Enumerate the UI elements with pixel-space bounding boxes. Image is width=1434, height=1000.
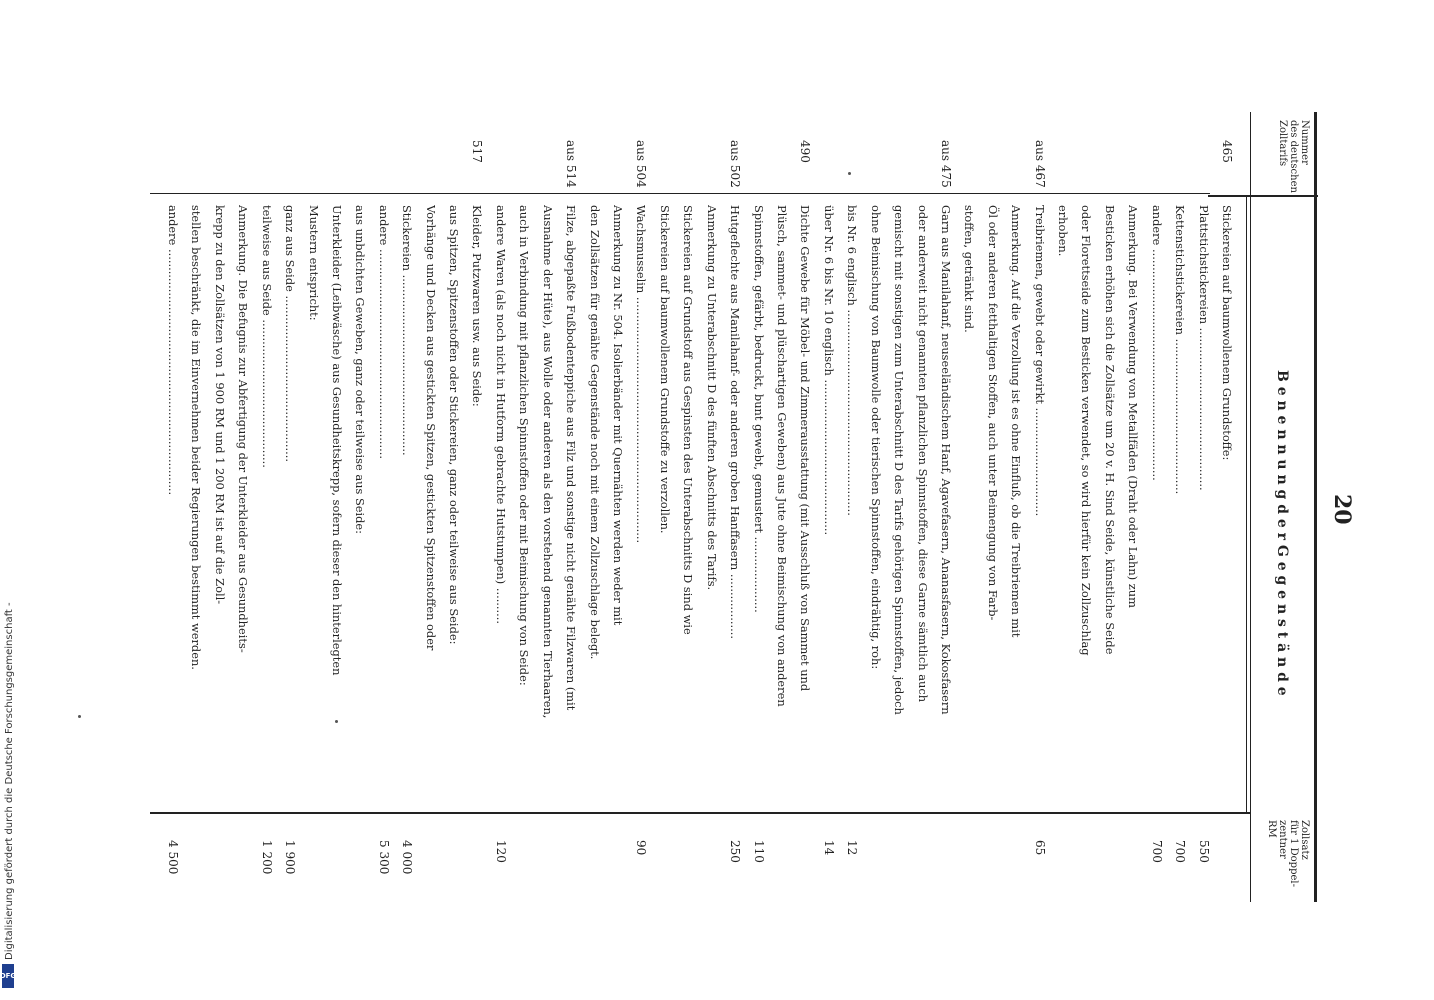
goods-description: aus unbdichten Geweben, ganz oder teilweise aus Seide:: [353, 205, 367, 535]
goods-description: krepp zu den Zollsätzen von 1 900 RM und 1 200 RM ist auf die Zoll-: [213, 205, 227, 605]
goods-description: andere ................................................................: [1150, 205, 1164, 481]
duty-rate: 12: [845, 840, 859, 856]
duty-rate: 250: [728, 840, 742, 863]
tariff-number: aus 467: [1033, 140, 1047, 188]
goods-description: Unterkleider (Leibwäsche) aus Gesundheitskrepp, sofern dieser den hinterlegten: [330, 205, 344, 676]
header-rate-line: Zollsatz: [1299, 820, 1310, 860]
duty-rate: 1 900: [283, 840, 297, 875]
goods-description: stellen beschränkt, die im Einvernehmen beider Regierungen bestimmt werden.: [189, 205, 203, 670]
goods-description: Plattstichstickereien .............................................: [1197, 205, 1211, 491]
goods-description: Stickereien auf baumwollenem Grundstoffe zu verzollen.: [658, 205, 672, 534]
header-rate-line: für 1 Doppel-: [1288, 820, 1299, 887]
header-number-line: des deutschen: [1288, 120, 1299, 193]
goods-description: teilweise aus Seide .........................................: [260, 205, 274, 468]
goods-description: Anmerkung. Bei Verwendung von Metallfäden (Draht oder Lahn) zum: [1126, 205, 1140, 608]
duty-rate: 5 300: [377, 840, 391, 875]
tariff-number: 517: [470, 140, 484, 163]
page-number: 20: [1329, 494, 1355, 525]
goods-description: den Zollsätzen für genähte Gegenstände noch mit einem Zollzuschlage belegt.: [588, 205, 602, 660]
duty-rate: 14: [822, 840, 836, 856]
duty-rate: 65: [1033, 840, 1047, 856]
goods-description: Besticken erhöhen sich die Zollsätze um 20 v. H. Sind Seide, künstliche Seide: [1103, 205, 1117, 655]
tariff-number: aus 475: [939, 140, 953, 188]
goods-description: auch in Verbindung mit pflanzlichen Spinnstoffen oder mit Beimischung von Seide:: [517, 205, 531, 686]
header-vertical-rule: [1246, 195, 1247, 813]
goods-description: Vorhänge und Decken aus gestickten Spitzen, gestickten Spitzenstoffen oder: [424, 205, 438, 651]
goods-description: Anmerkung zu Unterabschnitt D des fünften Abschnitts des Tarifs.: [705, 205, 719, 591]
header-rate-line: zentner: [1277, 820, 1288, 859]
goods-description: ohne Beimischung von Baumwolle oder tierischen Spinnstoffen, eindrähtig, roh:: [869, 205, 883, 670]
duty-rate: 1 200: [260, 840, 274, 875]
goods-description: Hutgeflechte aus Manilahanf- oder anderen groben Hanffasern ..................: [728, 205, 742, 640]
tariff-number: 490: [798, 140, 812, 163]
goods-description: gemischt mit sonstigen zum Unterabschnitt D des Tarifs gehörigen Spinnstoffen, jedoch: [892, 205, 906, 715]
goods-description: ganz aus Seide ..............................................: [283, 205, 297, 463]
duty-rate: 700: [1173, 840, 1187, 863]
goods-description: Stickereien auf baumwollenem Grundstoffe:: [1220, 205, 1234, 461]
goods-description: bis Nr. 6 englisch .........................................................: [845, 205, 859, 516]
rate-column-rule: [150, 812, 1250, 814]
top-rule: [1314, 112, 1317, 902]
tariff-number: aus 514: [564, 140, 578, 188]
tariff-number: aus 504: [634, 140, 648, 188]
duty-rate: 110: [752, 840, 766, 863]
goods-description: Treibriemen, gewebt oder gewirkt ..............................: [1033, 205, 1047, 517]
goods-description: andere ....................................................................: [166, 205, 180, 496]
tariff-number: aus 502: [728, 140, 742, 188]
header-rate-line: RM: [1266, 820, 1277, 838]
goods-description: Anmerkung. Die Befugnis zur Abfertigung der Unterkleider aus Gesundheits-: [236, 205, 250, 653]
goods-description: Dichte Gewebe für Möbel- und Zimmerausstattung (mit Ausschluß von Sammet und: [798, 205, 812, 692]
scan-speck: [335, 720, 338, 723]
goods-description: Stickereien auf Grundstoff aus Gespinsten des Unterabschnitts D sind wie: [681, 205, 695, 635]
duty-rate: 4 500: [166, 840, 180, 875]
header-number-line: Zolltarifs: [1277, 120, 1288, 167]
duty-rate: 700: [1150, 840, 1164, 863]
header-rate: [1266, 820, 1310, 887]
goods-description: Spinnstoffen, gefärbt, bedruckt, bunt gewebt, gemustert .....................: [752, 205, 766, 613]
goods-description: Öl oder anderen fetthaltigen Stoffen, auch unter Beimengung von Farb-: [986, 205, 1000, 621]
header-rule: [1208, 195, 1318, 197]
goods-description: Anmerkung zu Nr. 504. Isolierbänder mit Quernähten werden weder mit: [611, 205, 625, 626]
goods-description: Stickereien ..................................................: [400, 205, 414, 456]
goods-description: Filze, abgepaßte Fußbodenteppiche aus Filz und sonstige nicht genähte Filzwaren (mit: [564, 205, 578, 711]
goods-description: Anmerkung. Auf die Verzollung ist es ohne Einfluß, ob die Treibriemen mit: [1009, 205, 1023, 638]
duty-rate: 120: [494, 840, 508, 863]
goods-description: Garn aus Manilahanf, neuseeländischem Hanf, Agavefasern, Ananasfasern, Kokosfasern: [939, 205, 953, 715]
goods-description: erhoben.: [1056, 205, 1070, 257]
goods-description: stoffen, getränkt sind.: [962, 205, 976, 333]
goods-description: andere Waren (als noch nicht in Hutform gebrachte Hutstumpen) ..........: [494, 205, 508, 625]
duty-rate: 550: [1197, 840, 1211, 863]
header-description: B e n e n n u n g d e r G e g e n s t ä n d e: [1274, 370, 1290, 696]
goods-description: über Nr. 6 bis Nr. 10 englisch ...........................................: [822, 205, 836, 536]
goods-description: Mustern entspricht:: [307, 205, 321, 321]
goods-description: oder anderweit nicht genannten pflanzlichen Spinnstoffen, diese Garne sämtlich auch: [916, 205, 930, 703]
duty-rate: 4 000: [400, 840, 414, 875]
goods-description: Ausnahme der Hüte), aus Wolle oder anderen als den vorstehend genannten Tierhaaren,: [541, 205, 555, 719]
header-number: [1277, 120, 1310, 193]
scan-speck: [848, 172, 851, 175]
header-number-line: Nummer: [1299, 120, 1310, 165]
dfg-logo: DFG: [2, 964, 14, 988]
tariff-number: 465: [1220, 140, 1234, 163]
goods-description: Wachsmusselin ....................................................................: [634, 205, 648, 544]
goods-description: Kleider, Putzwaren usw. aus Seide:: [470, 205, 484, 407]
right-vertical-rule: [1250, 112, 1251, 902]
duty-rate: 90: [634, 840, 648, 856]
goods-description: aus Spitzen, Spitzenstoffen oder Stickereien, ganz oder teilweise aus Seide:: [447, 205, 461, 645]
goods-description: Plüsch, sammet- und plüschartigen Geweben) aus Jute ohne Beimischung von anderen: [775, 205, 789, 707]
goods-description: oder Florettseide zum Besticken verwendet, so wird hierfür kein Zollzuschlag: [1079, 205, 1093, 656]
goods-description: Kettenstichstickereien ...........................................: [1173, 205, 1187, 495]
goods-description: andere ..........................................................: [377, 205, 391, 459]
digitization-note: Digitalisierung gefördert durch die Deutsche Forschungsgemeinschaft -: [4, 602, 15, 960]
scan-speck: [78, 715, 81, 718]
number-column-rule: [150, 193, 1210, 194]
